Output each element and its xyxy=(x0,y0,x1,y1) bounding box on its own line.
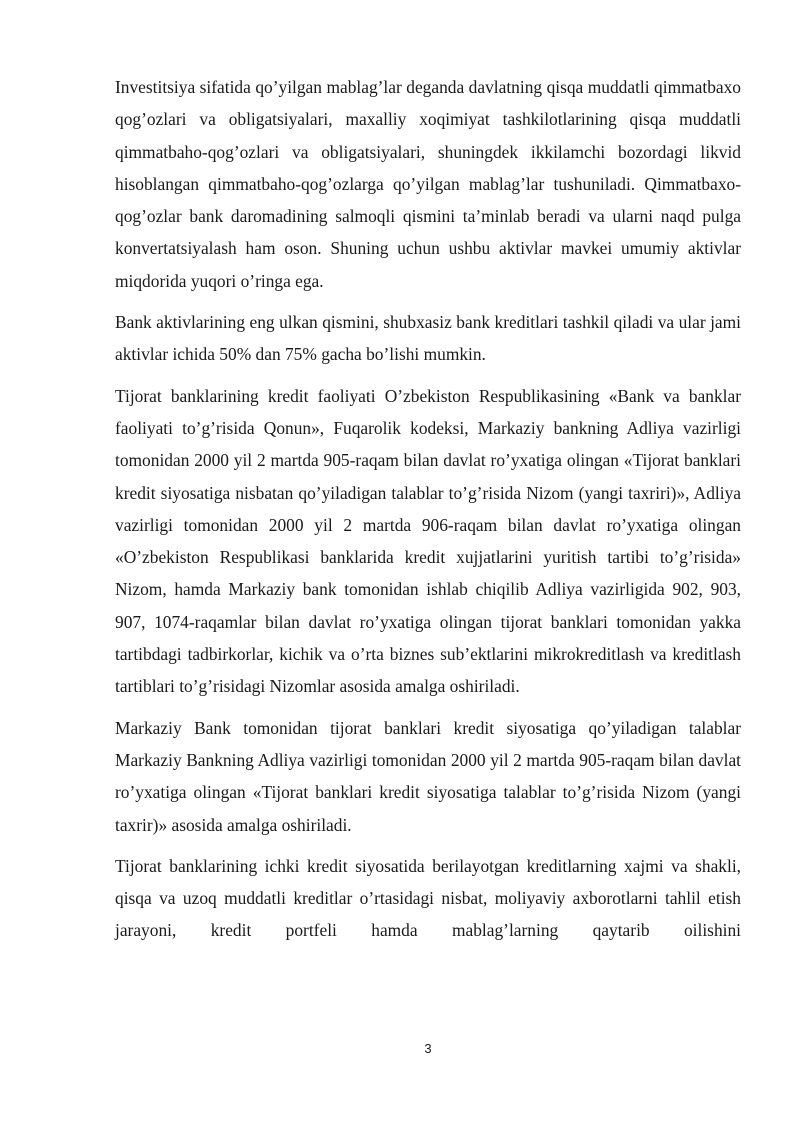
paragraph-bank-credits: Bank aktivlarining eng ulkan qismini, shubxasiz bank kreditlari tashkil qiladi va ular jami aktivlar ichida 50% dan 75% gacha bo’lishi mumkin. xyxy=(115,312,741,365)
paragraph-central-bank-requirements: Markaziy Bank tomonidan tijorat banklari kredit siyosatiga qo’yiladigan talablar Markaziy Bankning Adliya vazirligi tomonidan 2000 yil 2 martda 905-raqam bilan davlat ro’yxatiga olingan «Tijorat banklari kredit siyosatiga talablar to’g’risida Nizom (yangi taxrir)» asosida amalga oshiriladi. xyxy=(115,717,741,835)
paragraph-investments: Investitsiya sifatida qo’yilgan mablag’lar deganda davlatning qisqa muddatli qimmatbaxo qog’ozlari va obligatsiyalari, maxalliy xoqimiyat tashkilotlarining qisqa muddatli qimmatbaho-qog’ozlari va obligatsiyalari, shuningdek ikkilamchi bozordagi likvid hisoblangan qimmatbaho-qog’ozlarga qo’yilgan mablag’lar tushuniladi. Qimmatbaxo-qog’ozlar bank daromadining salmoqli qismini ta’minlab beradi va ularni naqd pulga konvertatsiyalash ham oson. Shuning uchun ushbu aktivlar mavkei umumiy aktivlar miqdorida yuqori o’ringa ega. xyxy=(115,77,741,291)
paragraph-internal-credit-policy: Tijorat banklarining ichki kredit siyosatida berilayotgan kreditlarning xajmi va shakli, qisqa va uzoq muddatli kreditlar o’rtasidagi nisbat, moliyaviy axborotlarni tahlil etish jarayoni, kredit portfeli hamda mablag’larning qaytarib oilishini xyxy=(115,855,741,941)
paragraph-credit-activity: Tijorat banklarining kredit faoliyati O’zbekiston Respublikasining «Bank va banklar faoliyati to’g’risida Qonun», Fuqarolik kodeksi, Markaziy bankning Adliya vazirligi tomonidan 2000 yil 2 martda 905-raqam bilan davlat ro’yxatiga olingan «Tijorat banklari kredit siyosatiga nisbatan qo’yiladigan talablar to’g’risida Nizom (yangi taxriri)», Adliya vazirligi tomonidan 2000 yil 2 martda 906-raqam bilan davlat ro’yxatiga olingan «O’zbekiston Respublikasi banklarida kredit xujjatlarini yuritish tartibi to’g’risida» Nizom, hamda Markaziy bank tomonidan ishlab chiqilib Adliya vazirligida 902, 903, 907, 1074-raqamlar bilan davlat ro’yxatiga olingan tijorat banklari tomonidan yakka tartibdagi tadbirkorlar, kichik va o’rta biznes sub’ektlarini mikrokreditlash va kreditlash tartiblari to’g’risidagi Nizomlar asosida amalga oshiriladi. xyxy=(115,385,741,697)
page-body xyxy=(115,71,741,956)
page-number: 3 xyxy=(424,1041,432,1056)
